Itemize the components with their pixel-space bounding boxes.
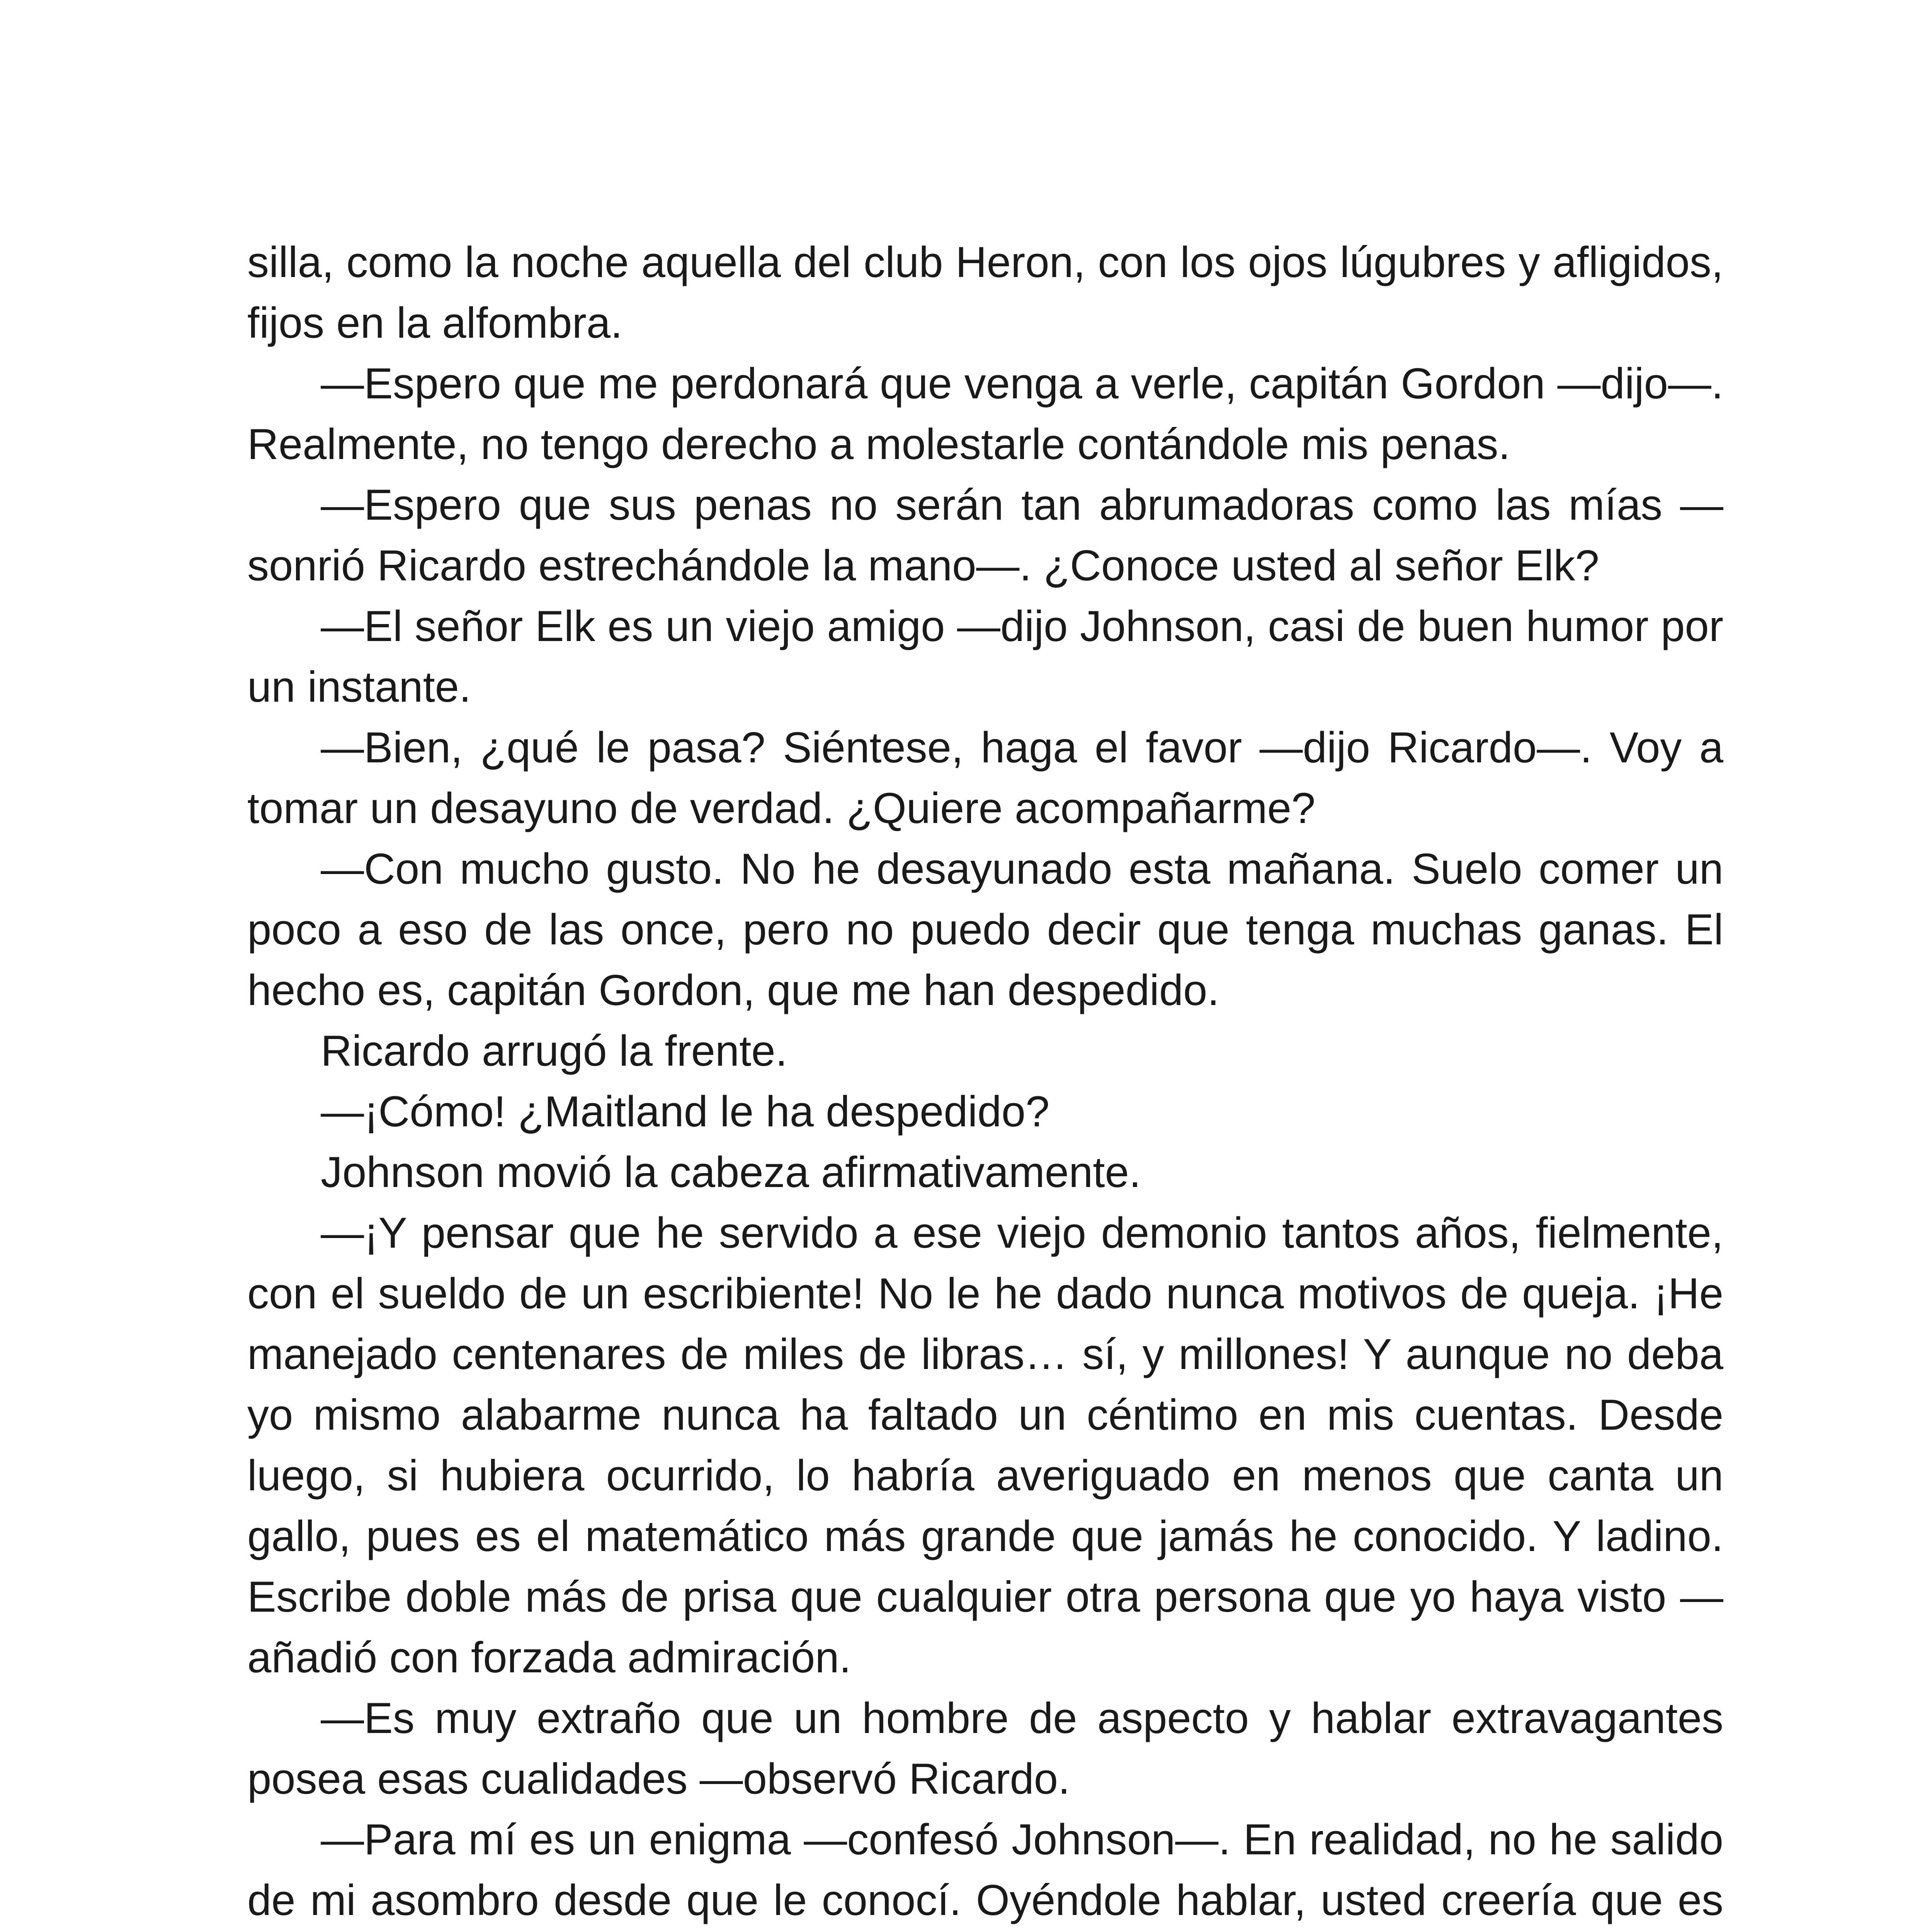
paragraph: —Espero que me perdonará que venga a verle, capitán Gordon —dijo—. Realmente, no tengo derecho a molestarle contándole mis penas.	[247, 359, 1723, 468]
paragraph: —¡Cómo! ¿Maitland le ha despedido?	[321, 1087, 1050, 1136]
paragraph: —¡Y pensar que he servido a ese viejo demonio tantos años, fielmente, con el sueldo de un escribiente! No le he dado nunca motivos de queja. ¡He manejado centenares de miles de libras… sí, y millones! Y aunque no deba yo mismo alabarme nunca ha faltado un céntimo en mis cuentas. Desde luego, si hubiera ocurrido, lo habría averiguado en menos que canta un gallo, pues es el matemático más grande que jamás he conocido. Y ladino. Escribe doble más de prisa que cualquier otra persona que yo haya visto —añadió con forzada admiración.	[247, 1209, 1723, 1682]
paragraph: silla, como la noche aquella del club Heron, con los ojos lúgubres y afligidos, fijos en la alfombra.	[247, 238, 1723, 347]
paragraph: Johnson movió la cabeza afirmativamente.	[321, 1148, 1141, 1196]
paragraph: —Para mí es un enigma —confesó Johnson—. En realidad, no he salido de mi asombro desde que le conocí. Oyéndole hablar, usted creería que es	[247, 1815, 1723, 1924]
paragraph: —El señor Elk es un viejo amigo —dijo Johnson, casi de buen humor por un instante.	[247, 602, 1723, 711]
paragraph: —Es muy extraño que un hombre de aspecto y hablar extravagantes posea esas cualidades —observó Ricardo.	[247, 1694, 1723, 1803]
paragraph: —Bien, ¿qué le pasa? Siéntese, haga el favor —dijo Ricardo—. Voy a tomar un desayuno de verdad. ¿Quiere acompañarme?	[247, 723, 1723, 832]
body-text	[247, 232, 1723, 1932]
paragraph: Ricardo arrugó la frente.	[321, 1027, 787, 1075]
paragraph: —Con mucho gusto. No he desayunado esta mañana. Suelo comer un poco a eso de las once, pero no puedo decir que tenga muchas ganas. El hecho es, capitán Gordon, que me han despedido.	[247, 845, 1723, 1014]
paragraph: —Espero que sus penas no serán tan abrumadoras como las mías —sonrió Ricardo estrechándole la mano—. ¿Conoce usted al señor Elk?	[247, 481, 1723, 590]
